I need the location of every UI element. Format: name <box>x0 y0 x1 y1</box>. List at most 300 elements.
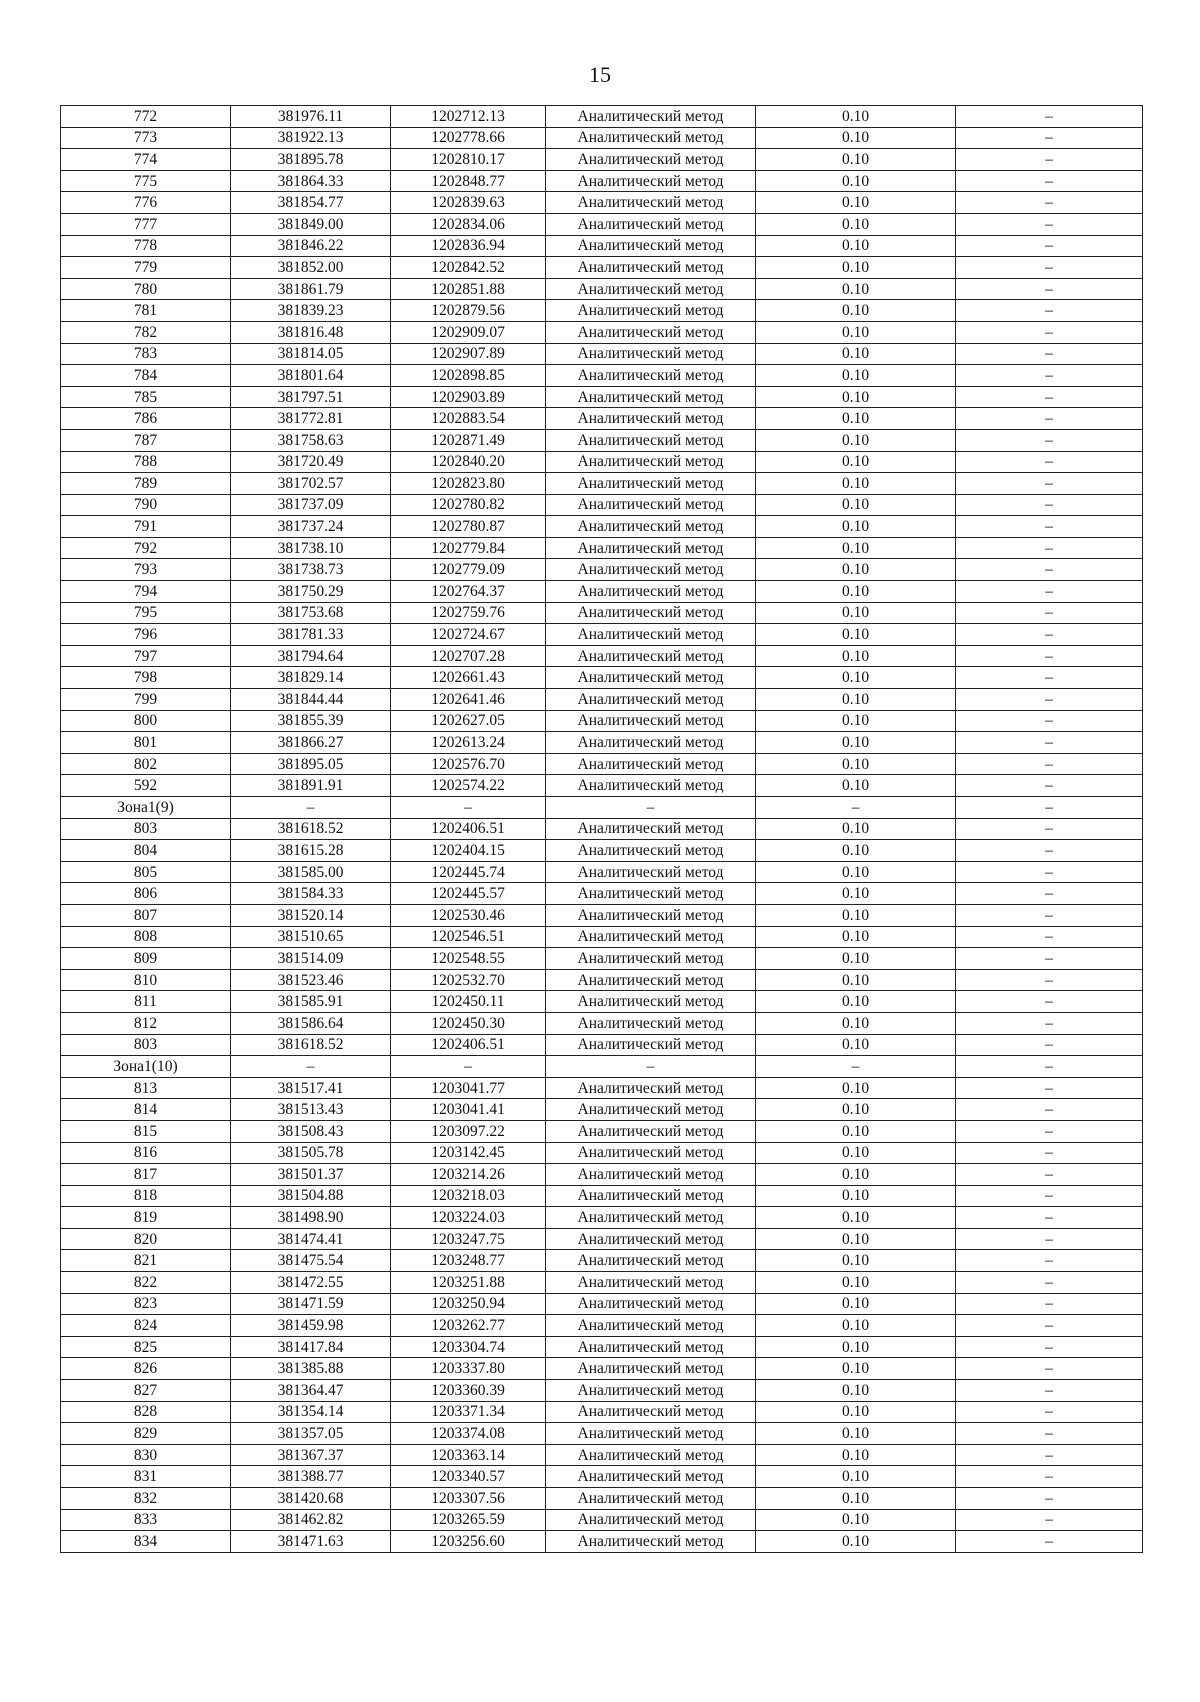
table-row <box>61 1099 1143 1121</box>
method-cell: Аналитический метод <box>546 624 756 646</box>
note-cell: – <box>956 948 1143 970</box>
point-number-cell: 790 <box>61 494 231 516</box>
y-coordinate-cell: 1203360.39 <box>391 1380 546 1402</box>
note-cell: – <box>956 1444 1143 1466</box>
x-coordinate-cell: 381976.11 <box>231 106 391 128</box>
precision-cell: 0.10 <box>756 1315 956 1337</box>
point-number-cell: 775 <box>61 170 231 192</box>
x-coordinate-cell: 381520.14 <box>231 904 391 926</box>
x-coordinate-cell: 381364.47 <box>231 1380 391 1402</box>
x-coordinate-cell: 381839.23 <box>231 300 391 322</box>
method-cell: Аналитический метод <box>546 1250 756 1272</box>
precision-cell: 0.10 <box>756 537 956 559</box>
y-coordinate-cell: 1202879.56 <box>391 300 546 322</box>
note-cell: – <box>956 213 1143 235</box>
y-coordinate-cell: 1203142.45 <box>391 1142 546 1164</box>
point-number-cell: 833 <box>61 1509 231 1531</box>
point-number-cell: Зона1(10) <box>61 1056 231 1078</box>
note-cell: – <box>956 818 1143 840</box>
table-row <box>61 1164 1143 1186</box>
coordinates-table-body <box>61 106 1143 1553</box>
x-coordinate-cell: 381618.52 <box>231 818 391 840</box>
point-number-cell: 792 <box>61 537 231 559</box>
table-row <box>61 1250 1143 1272</box>
x-coordinate-cell: 381505.78 <box>231 1142 391 1164</box>
point-number-cell: 811 <box>61 991 231 1013</box>
y-coordinate-cell: 1202780.87 <box>391 516 546 538</box>
method-cell: Аналитический метод <box>546 645 756 667</box>
x-coordinate-cell: 381814.05 <box>231 343 391 365</box>
y-coordinate-cell: 1202764.37 <box>391 581 546 603</box>
precision-cell: 0.10 <box>756 1293 956 1315</box>
y-coordinate-cell: 1202851.88 <box>391 278 546 300</box>
note-cell: – <box>956 300 1143 322</box>
table-row <box>61 1531 1143 1553</box>
note-cell: – <box>956 408 1143 430</box>
method-cell: Аналитический метод <box>546 1185 756 1207</box>
precision-cell: 0.10 <box>756 451 956 473</box>
point-number-cell: 592 <box>61 775 231 797</box>
precision-cell: 0.10 <box>756 948 956 970</box>
table-row <box>61 1293 1143 1315</box>
precision-cell: 0.10 <box>756 1466 956 1488</box>
y-coordinate-cell: 1202661.43 <box>391 667 546 689</box>
x-coordinate-cell: 381510.65 <box>231 926 391 948</box>
note-cell: – <box>956 624 1143 646</box>
precision-cell: 0.10 <box>756 732 956 754</box>
precision-cell: 0.10 <box>756 1531 956 1553</box>
y-coordinate-cell: 1202445.74 <box>391 861 546 883</box>
x-coordinate-cell: 381367.37 <box>231 1444 391 1466</box>
table-row <box>61 537 1143 559</box>
point-number-cell: 784 <box>61 365 231 387</box>
note-cell: – <box>956 516 1143 538</box>
y-coordinate-cell: 1202871.49 <box>391 429 546 451</box>
point-number-cell: 826 <box>61 1358 231 1380</box>
table-row <box>61 257 1143 279</box>
point-number-cell: 815 <box>61 1120 231 1142</box>
precision-cell: 0.10 <box>756 1488 956 1510</box>
precision-cell: 0.10 <box>756 494 956 516</box>
method-cell: Аналитический метод <box>546 257 756 279</box>
method-cell: Аналитический метод <box>546 537 756 559</box>
note-cell: – <box>956 969 1143 991</box>
x-coordinate-cell: 381471.63 <box>231 1531 391 1553</box>
table-row <box>61 645 1143 667</box>
x-coordinate-cell: – <box>231 797 391 819</box>
y-coordinate-cell: 1203247.75 <box>391 1228 546 1250</box>
x-coordinate-cell: 381388.77 <box>231 1466 391 1488</box>
note-cell: – <box>956 106 1143 128</box>
method-cell: Аналитический метод <box>546 516 756 538</box>
precision-cell: 0.10 <box>756 624 956 646</box>
y-coordinate-cell: 1202823.80 <box>391 473 546 495</box>
table-row <box>61 1466 1143 1488</box>
precision-cell: 0.10 <box>756 559 956 581</box>
note-cell: – <box>956 1315 1143 1337</box>
method-cell: Аналитический метод <box>546 1531 756 1553</box>
point-number-cell: 796 <box>61 624 231 646</box>
x-coordinate-cell: 381781.33 <box>231 624 391 646</box>
y-coordinate-cell: 1203097.22 <box>391 1120 546 1142</box>
note-cell: – <box>956 559 1143 581</box>
x-coordinate-cell: 381615.28 <box>231 840 391 862</box>
y-coordinate-cell: 1202450.11 <box>391 991 546 1013</box>
y-coordinate-cell: 1202445.57 <box>391 883 546 905</box>
x-coordinate-cell: 381513.43 <box>231 1099 391 1121</box>
table-row <box>61 1142 1143 1164</box>
precision-cell: 0.10 <box>756 278 956 300</box>
y-coordinate-cell: 1203248.77 <box>391 1250 546 1272</box>
precision-cell: 0.10 <box>756 516 956 538</box>
point-number-cell: 817 <box>61 1164 231 1186</box>
y-coordinate-cell: 1202834.06 <box>391 213 546 235</box>
note-cell: – <box>956 1250 1143 1272</box>
precision-cell: 0.10 <box>756 1164 956 1186</box>
table-row <box>61 451 1143 473</box>
table-row <box>61 1380 1143 1402</box>
table-row <box>61 300 1143 322</box>
x-coordinate-cell: 381750.29 <box>231 581 391 603</box>
point-number-cell: 824 <box>61 1315 231 1337</box>
precision-cell: 0.10 <box>756 1207 956 1229</box>
point-number-cell: 827 <box>61 1380 231 1402</box>
point-number-cell: 787 <box>61 429 231 451</box>
precision-cell: 0.10 <box>756 1099 956 1121</box>
table-row <box>61 904 1143 926</box>
note-cell: – <box>956 1207 1143 1229</box>
precision-cell: 0.10 <box>756 127 956 149</box>
y-coordinate-cell: 1203224.03 <box>391 1207 546 1229</box>
method-cell: Аналитический метод <box>546 473 756 495</box>
point-number-cell: 829 <box>61 1423 231 1445</box>
x-coordinate-cell: 381844.44 <box>231 689 391 711</box>
method-cell: Аналитический метод <box>546 1509 756 1531</box>
x-coordinate-cell: 381498.90 <box>231 1207 391 1229</box>
y-coordinate-cell: 1203363.14 <box>391 1444 546 1466</box>
method-cell: Аналитический метод <box>546 581 756 603</box>
x-coordinate-cell: 381508.43 <box>231 1120 391 1142</box>
x-coordinate-cell: 381501.37 <box>231 1164 391 1186</box>
y-coordinate-cell: 1202627.05 <box>391 710 546 732</box>
point-number-cell: 798 <box>61 667 231 689</box>
method-cell: Аналитический метод <box>546 926 756 948</box>
table-row <box>61 1272 1143 1294</box>
method-cell: Аналитический метод <box>546 386 756 408</box>
precision-cell: 0.10 <box>756 904 956 926</box>
precision-cell: 0.10 <box>756 1077 956 1099</box>
table-row <box>61 365 1143 387</box>
table-row <box>61 1077 1143 1099</box>
method-cell: Аналитический метод <box>546 775 756 797</box>
point-number-cell: 785 <box>61 386 231 408</box>
y-coordinate-cell: 1202530.46 <box>391 904 546 926</box>
note-cell: – <box>956 257 1143 279</box>
x-coordinate-cell: 381866.27 <box>231 732 391 754</box>
table-row <box>61 667 1143 689</box>
precision-cell: 0.10 <box>756 213 956 235</box>
table-row <box>61 1228 1143 1250</box>
precision-cell: 0.10 <box>756 1034 956 1056</box>
y-coordinate-cell: 1202836.94 <box>391 235 546 257</box>
x-coordinate-cell: 381737.09 <box>231 494 391 516</box>
y-coordinate-cell: 1202574.22 <box>391 775 546 797</box>
method-cell: Аналитический метод <box>546 1142 756 1164</box>
note-cell: – <box>956 1380 1143 1402</box>
method-cell: Аналитический метод <box>546 1423 756 1445</box>
method-cell: Аналитический метод <box>546 1380 756 1402</box>
table-row <box>61 494 1143 516</box>
point-number-cell: 822 <box>61 1272 231 1294</box>
method-cell: Аналитический метод <box>546 1466 756 1488</box>
y-coordinate-cell: 1203218.03 <box>391 1185 546 1207</box>
table-row <box>61 278 1143 300</box>
table-row <box>61 818 1143 840</box>
precision-cell: 0.10 <box>756 1380 956 1402</box>
precision-cell: 0.10 <box>756 667 956 689</box>
point-number-cell: 795 <box>61 602 231 624</box>
method-cell: Аналитический метод <box>546 1077 756 1099</box>
table-row <box>61 213 1143 235</box>
point-number-cell: 799 <box>61 689 231 711</box>
point-number-cell: 816 <box>61 1142 231 1164</box>
table-row <box>61 386 1143 408</box>
note-cell: – <box>956 1531 1143 1553</box>
precision-cell: – <box>756 1056 956 1078</box>
x-coordinate-cell: 381720.49 <box>231 451 391 473</box>
note-cell: – <box>956 192 1143 214</box>
precision-cell: 0.10 <box>756 969 956 991</box>
table-row <box>61 1056 1143 1078</box>
note-cell: – <box>956 321 1143 343</box>
y-coordinate-cell: 1203041.41 <box>391 1099 546 1121</box>
y-coordinate-cell: 1202903.89 <box>391 386 546 408</box>
precision-cell: 0.10 <box>756 321 956 343</box>
table-row <box>61 1185 1143 1207</box>
table-row <box>61 235 1143 257</box>
table-row <box>61 969 1143 991</box>
x-coordinate-cell: 381514.09 <box>231 948 391 970</box>
precision-cell: 0.10 <box>756 106 956 128</box>
point-number-cell: 803 <box>61 1034 231 1056</box>
note-cell: – <box>956 926 1143 948</box>
y-coordinate-cell: 1202406.51 <box>391 818 546 840</box>
table-row <box>61 106 1143 128</box>
precision-cell: 0.10 <box>756 1336 956 1358</box>
x-coordinate-cell: 381895.05 <box>231 753 391 775</box>
y-coordinate-cell: 1202810.17 <box>391 149 546 171</box>
x-coordinate-cell: 381471.59 <box>231 1293 391 1315</box>
method-cell: Аналитический метод <box>546 904 756 926</box>
point-number-cell: 804 <box>61 840 231 862</box>
x-coordinate-cell: 381846.22 <box>231 235 391 257</box>
point-number-cell: 828 <box>61 1401 231 1423</box>
method-cell: Аналитический метод <box>546 343 756 365</box>
x-coordinate-cell: 381474.41 <box>231 1228 391 1250</box>
method-cell: Аналитический метод <box>546 1164 756 1186</box>
table-row <box>61 1401 1143 1423</box>
method-cell: Аналитический метод <box>546 365 756 387</box>
method-cell: Аналитический метод <box>546 753 756 775</box>
x-coordinate-cell: 381797.51 <box>231 386 391 408</box>
point-number-cell: 780 <box>61 278 231 300</box>
method-cell: Аналитический метод <box>546 494 756 516</box>
precision-cell: 0.10 <box>756 645 956 667</box>
y-coordinate-cell: 1202406.51 <box>391 1034 546 1056</box>
method-cell: – <box>546 797 756 819</box>
x-coordinate-cell: 381585.00 <box>231 861 391 883</box>
note-cell: – <box>956 1358 1143 1380</box>
method-cell: Аналитический метод <box>546 1034 756 1056</box>
note-cell: – <box>956 537 1143 559</box>
point-number-cell: 793 <box>61 559 231 581</box>
table-row <box>61 170 1143 192</box>
y-coordinate-cell: 1203371.34 <box>391 1401 546 1423</box>
x-coordinate-cell: 381737.24 <box>231 516 391 538</box>
x-coordinate-cell: 381852.00 <box>231 257 391 279</box>
point-number-cell: 801 <box>61 732 231 754</box>
note-cell: – <box>956 775 1143 797</box>
precision-cell: 0.10 <box>756 343 956 365</box>
method-cell: Аналитический метод <box>546 818 756 840</box>
x-coordinate-cell: 381702.57 <box>231 473 391 495</box>
table-row <box>61 1444 1143 1466</box>
precision-cell: 0.10 <box>756 581 956 603</box>
x-coordinate-cell: 381794.64 <box>231 645 391 667</box>
method-cell: Аналитический метод <box>546 1120 756 1142</box>
point-number-cell: 788 <box>61 451 231 473</box>
method-cell: Аналитический метод <box>546 1488 756 1510</box>
table-row <box>61 948 1143 970</box>
note-cell: – <box>956 1401 1143 1423</box>
y-coordinate-cell: 1202883.54 <box>391 408 546 430</box>
y-coordinate-cell: 1202779.84 <box>391 537 546 559</box>
precision-cell: 0.10 <box>756 1228 956 1250</box>
y-coordinate-cell: 1203340.57 <box>391 1466 546 1488</box>
point-number-cell: 807 <box>61 904 231 926</box>
table-row <box>61 1336 1143 1358</box>
precision-cell: 0.10 <box>756 818 956 840</box>
page-number: 15 <box>589 62 611 87</box>
x-coordinate-cell: 381758.63 <box>231 429 391 451</box>
precision-cell: 0.10 <box>756 1120 956 1142</box>
method-cell: Аналитический метод <box>546 213 756 235</box>
x-coordinate-cell: 381523.46 <box>231 969 391 991</box>
note-cell: – <box>956 1293 1143 1315</box>
note-cell: – <box>956 904 1143 926</box>
method-cell: Аналитический метод <box>546 192 756 214</box>
method-cell: Аналитический метод <box>546 321 756 343</box>
precision-cell: 0.10 <box>756 926 956 948</box>
y-coordinate-cell: 1202909.07 <box>391 321 546 343</box>
method-cell: Аналитический метод <box>546 689 756 711</box>
point-number-cell: 823 <box>61 1293 231 1315</box>
table-row <box>61 753 1143 775</box>
x-coordinate-cell: 381586.64 <box>231 1012 391 1034</box>
point-number-cell: 818 <box>61 1185 231 1207</box>
method-cell: Аналитический метод <box>546 1099 756 1121</box>
method-cell: Аналитический метод <box>546 1358 756 1380</box>
method-cell: Аналитический метод <box>546 883 756 905</box>
precision-cell: 0.10 <box>756 1185 956 1207</box>
y-coordinate-cell: 1202759.76 <box>391 602 546 624</box>
note-cell: – <box>956 1466 1143 1488</box>
x-coordinate-cell: 381354.14 <box>231 1401 391 1423</box>
y-coordinate-cell: 1203251.88 <box>391 1272 546 1294</box>
point-number-cell: 802 <box>61 753 231 775</box>
y-coordinate-cell: 1202780.82 <box>391 494 546 516</box>
note-cell: – <box>956 365 1143 387</box>
point-number-cell: 797 <box>61 645 231 667</box>
precision-cell: 0.10 <box>756 192 956 214</box>
method-cell: Аналитический метод <box>546 278 756 300</box>
x-coordinate-cell: 381849.00 <box>231 213 391 235</box>
y-coordinate-cell: 1203307.56 <box>391 1488 546 1510</box>
precision-cell: 0.10 <box>756 1272 956 1294</box>
table-row <box>61 343 1143 365</box>
precision-cell: 0.10 <box>756 257 956 279</box>
note-cell: – <box>956 149 1143 171</box>
y-coordinate-cell: 1203041.77 <box>391 1077 546 1099</box>
y-coordinate-cell: 1202898.85 <box>391 365 546 387</box>
point-number-cell: 782 <box>61 321 231 343</box>
point-number-cell: 794 <box>61 581 231 603</box>
precision-cell: 0.10 <box>756 991 956 1013</box>
table-row <box>61 602 1143 624</box>
point-number-cell: 791 <box>61 516 231 538</box>
method-cell: Аналитический метод <box>546 861 756 883</box>
note-cell: – <box>956 1336 1143 1358</box>
precision-cell: 0.10 <box>756 1142 956 1164</box>
point-number-cell: 776 <box>61 192 231 214</box>
note-cell: – <box>956 494 1143 516</box>
x-coordinate-cell: 381618.52 <box>231 1034 391 1056</box>
method-cell: Аналитический метод <box>546 106 756 128</box>
method-cell: Аналитический метод <box>546 235 756 257</box>
point-number-cell: 812 <box>61 1012 231 1034</box>
point-number-cell: 803 <box>61 818 231 840</box>
method-cell: Аналитический метод <box>546 1401 756 1423</box>
y-coordinate-cell: 1202404.15 <box>391 840 546 862</box>
note-cell: – <box>956 1228 1143 1250</box>
y-coordinate-cell: – <box>391 797 546 819</box>
method-cell: Аналитический метод <box>546 451 756 473</box>
y-coordinate-cell: 1203265.59 <box>391 1509 546 1531</box>
precision-cell: 0.10 <box>756 386 956 408</box>
precision-cell: 0.10 <box>756 689 956 711</box>
y-coordinate-cell: 1203214.26 <box>391 1164 546 1186</box>
note-cell: – <box>956 451 1143 473</box>
note-cell: – <box>956 645 1143 667</box>
precision-cell: 0.10 <box>756 235 956 257</box>
x-coordinate-cell: 381420.68 <box>231 1488 391 1510</box>
note-cell: – <box>956 1488 1143 1510</box>
note-cell: – <box>956 1142 1143 1164</box>
note-cell: – <box>956 581 1143 603</box>
point-number-cell: 814 <box>61 1099 231 1121</box>
x-coordinate-cell: 381772.81 <box>231 408 391 430</box>
point-number-cell: 820 <box>61 1228 231 1250</box>
note-cell: – <box>956 1099 1143 1121</box>
point-number-cell: 781 <box>61 300 231 322</box>
precision-cell: 0.10 <box>756 408 956 430</box>
method-cell: Аналитический метод <box>546 429 756 451</box>
note-cell: – <box>956 1120 1143 1142</box>
y-coordinate-cell: 1202839.63 <box>391 192 546 214</box>
precision-cell: 0.10 <box>756 473 956 495</box>
y-coordinate-cell: 1202546.51 <box>391 926 546 948</box>
y-coordinate-cell: 1203304.74 <box>391 1336 546 1358</box>
